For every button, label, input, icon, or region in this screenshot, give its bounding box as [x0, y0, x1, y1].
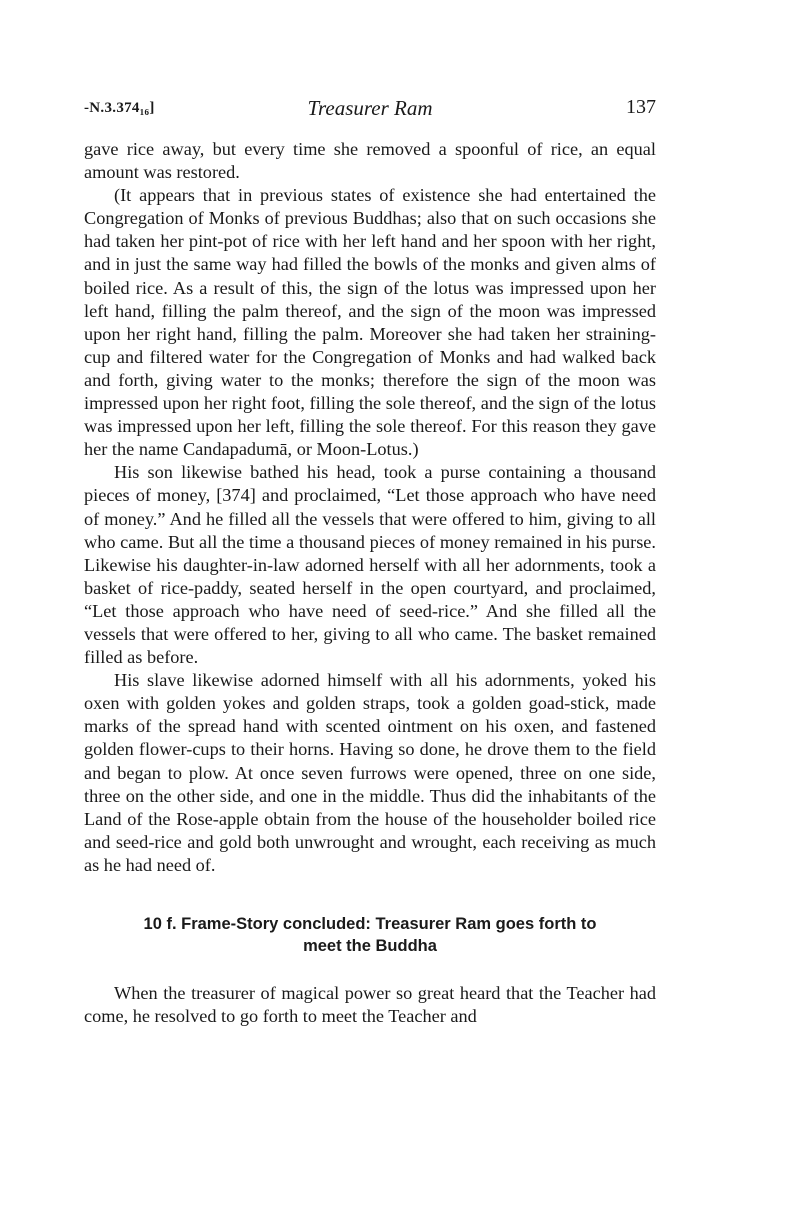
paragraph-final: When the treasurer of magical power so great heard that the Teacher had come, he resolved to go forth to meet the Teacher and	[84, 983, 656, 1027]
paragraph-son: His son likewise bathed his head, took a purse containing a thousand pieces of money, [374] and proclaimed, “Let those approach who have need of money.” And he filled all the vessels that were offered to him, giving to all who came. But all the time a thousand pieces of money remained in his purse. Likewise his daughter-in-law adorned herself with all her adornments, took a basket of rice-paddy, seated herself in the open courtyard, and proclaimed, “Let those approach who have need of seed-rice.” And she filled all the vessels that were offered to her, giving to all who came. The basket remained filled as before.	[84, 462, 656, 668]
paragraph-slave: His slave likewise adorned himself with all his adornments, yoked his oxen with golden yokes and golden straps, took a golden goad-stick, made marks of the spread hand with scented ointment on his oxen, and fastened golden flower-cups to their horns. Having so done, he drove them to the field and began to plow. At once seven furrows were opened, three on one side, three on the other side, and one in the middle. Thus did the inhabitants of the Land of the Rose-apple obtain from the house of the householder boiled rice and seed-rice and gold both unwrought and wrought, each receiving as much as he had need of.	[84, 670, 656, 875]
section-heading-line2: meet the Buddha	[303, 937, 437, 955]
page-body	[84, 138, 656, 1028]
header-reference: -N.3.374₁₆]	[84, 100, 155, 116]
page-number: 137	[626, 96, 656, 118]
paragraph-parenthetical: (It appears that in previous states of existence she had entertained the Congregation of Monks of previous Buddhas; also that on such occasions she had taken her pint-pot of rice with her left hand and her spoon with her right, and in just the same way had filled the bowls of the monks and given alms of boiled rice. As a result of this, the sign of the lotus was impressed upon her left hand, filling the palm thereof, and the sign of the moon was impressed upon her right hand, filling the palm. Moreover she had taken her straining-cup and filtered water for the Congregation of Monks and had walked back and forth, giving water to the monks; therefore the sign of the moon was impressed upon her right foot, filling the sole thereof, and the sign of the lotus was impressed upon her left, filling the sole thereof. For this reason they gave her the name Candapadumā, or Moon-Lotus.)	[84, 185, 656, 460]
header-title: Treasurer Ram	[307, 96, 433, 120]
section-heading-line1: 10 f. Frame-Story concluded: Treasurer Ram goes forth to	[143, 915, 597, 933]
paragraph-continued: gave rice away, but every time she removed a spoonful of rice, an equal amount was restored.	[84, 139, 656, 183]
running-header	[84, 96, 656, 124]
section-heading	[84, 913, 656, 957]
